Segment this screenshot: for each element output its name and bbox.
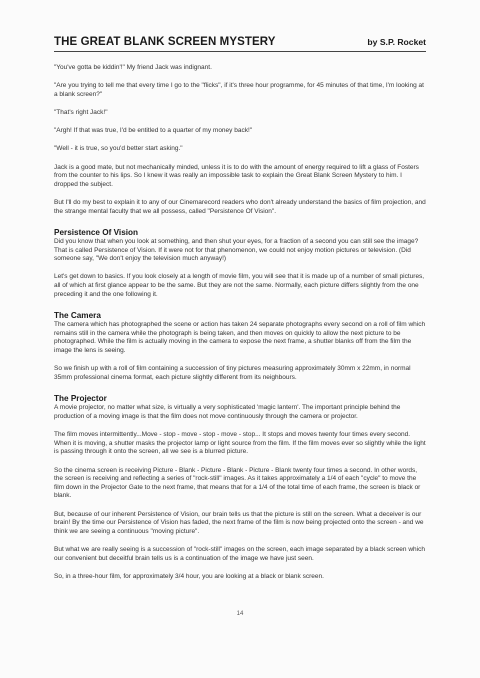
section-heading: Persistence Of Vision — [54, 228, 139, 238]
paragraph: "Are you trying to tell me that every time I go to the "flicks", if it's three hour programme, for 45 minutes of that time, I'm looking at a blank screen?" — [54, 82, 424, 98]
article-title: THE GREAT BLANK SCREEN MYSTERY — [54, 36, 276, 48]
paragraph: "Well - it is true, so you'd better start asking." — [54, 145, 183, 153]
paragraph: So the cinema screen is receiving Picture - Blank - Picture - Blank - Picture - Blank twenty four times a second. In other words, the screen is receiving and reflecting a series of "rock-still" images. As it takes approximately a 1/4 of each "cycle" to move the film down in the Projector Gate to the next frame, that means that for a 1/4 of the total time of each frame, the screen is black or blank. — [54, 466, 421, 500]
paragraph: The film moves intermittently...Move - stop - move - stop - move - stop... It stops and moves twenty four times every second. When it is moving, a shutter masks the projector lamp or light source from the film. If the film moves ever so slightly while the light is passing through it onto the screen, all we see is a blurred picture. — [54, 431, 426, 456]
paragraph: "That's right Jack!" — [54, 108, 108, 116]
paragraph: "Argh! If that was true, I'd be entitled to a quarter of my money back!" — [54, 127, 253, 135]
paragraph: So we finish up with a roll of film containing a succession of tiny pictures measuring approximately 30mm x 22mm, in normal 35mm professional cinema format, each picture slightly different from its neighbours. — [54, 365, 411, 381]
page-number: 14 — [236, 611, 244, 617]
paragraph: "You've gotta be kiddin'!" My friend Jack was indignant. — [54, 64, 212, 71]
paragraph: So, in a three-hour film, for approximately 3/4 hour, you are looking at a black or blank screen. — [54, 572, 324, 580]
paragraph: Jack is a good mate, but not mechanically minded, unless it is to do with the amount of energy required to lift a glass of Fosters from the counter to his lips. So I knew it was really an impossible task to explain the Great Blank Screen Mystery to him. I dropped the subject. — [54, 163, 419, 188]
paragraph: But what we are really seeing is a succession of "rock-still" images on the screen, each image separated by a black screen which our convenient but deceitful brain tells us is a continuation of the image we have just seen. — [54, 545, 425, 562]
paragraph: The camera which has photographed the scene or action has taken 24 separate photographs every second on a roll of film which remains still in the camera while the photograph is being taken, and then moves on quickly to allow the next picture to be photographed. While the film is actually moving in the camera to expose the next frame, a shutter blanks off from the film the image the lens is seeing. — [54, 321, 426, 355]
article-body — [54, 64, 426, 581]
paragraph: But I'll do my best to explain it to any of our Cinemarecord readers who don't already understand the basics of film projection, and the strange mental faculty that we all possess, called "Persistence Of Vision". — [54, 198, 426, 215]
paragraph: Let's get down to basics. If you look closely at a length of movie film, you will see that it is made up of a number of small pictures, all of which at first glance appear to be the same. But they are not the same. Normally, each picture differs slightly from the one preceding it and the one following it. — [54, 273, 425, 298]
paragraph: Did you know that when you look at something, and then shut your eyes, for a fraction of a second you can still see the image? That is called Persistence of Vision. If it were not for that phenomenon, we could not enjoy motion pictures or television. (Did someone say, "We don't enjoy the television much anyway!) — [54, 238, 419, 263]
section-heading: The Projector — [54, 394, 107, 404]
paragraph: But, because of our inherent Persistence of Vision, our brain tells us that the picture is still on the screen. What a deceiver is our brain! By the time our Persistence of Vision has faded, the next frame of the film is now being projected onto the screen - and we think we are seeing a continuous "moving picture". — [54, 510, 424, 535]
section-heading: The Camera — [54, 311, 101, 321]
article-header — [54, 36, 426, 52]
paragraph: A movie projector, no matter what size, is virtually a very sophisticated 'magic lantern'. The important principle behind the production of a moving image is that the film does not move continuously through the camera or projector. — [54, 404, 401, 420]
article-author: by S.P. Rocket — [367, 37, 426, 47]
